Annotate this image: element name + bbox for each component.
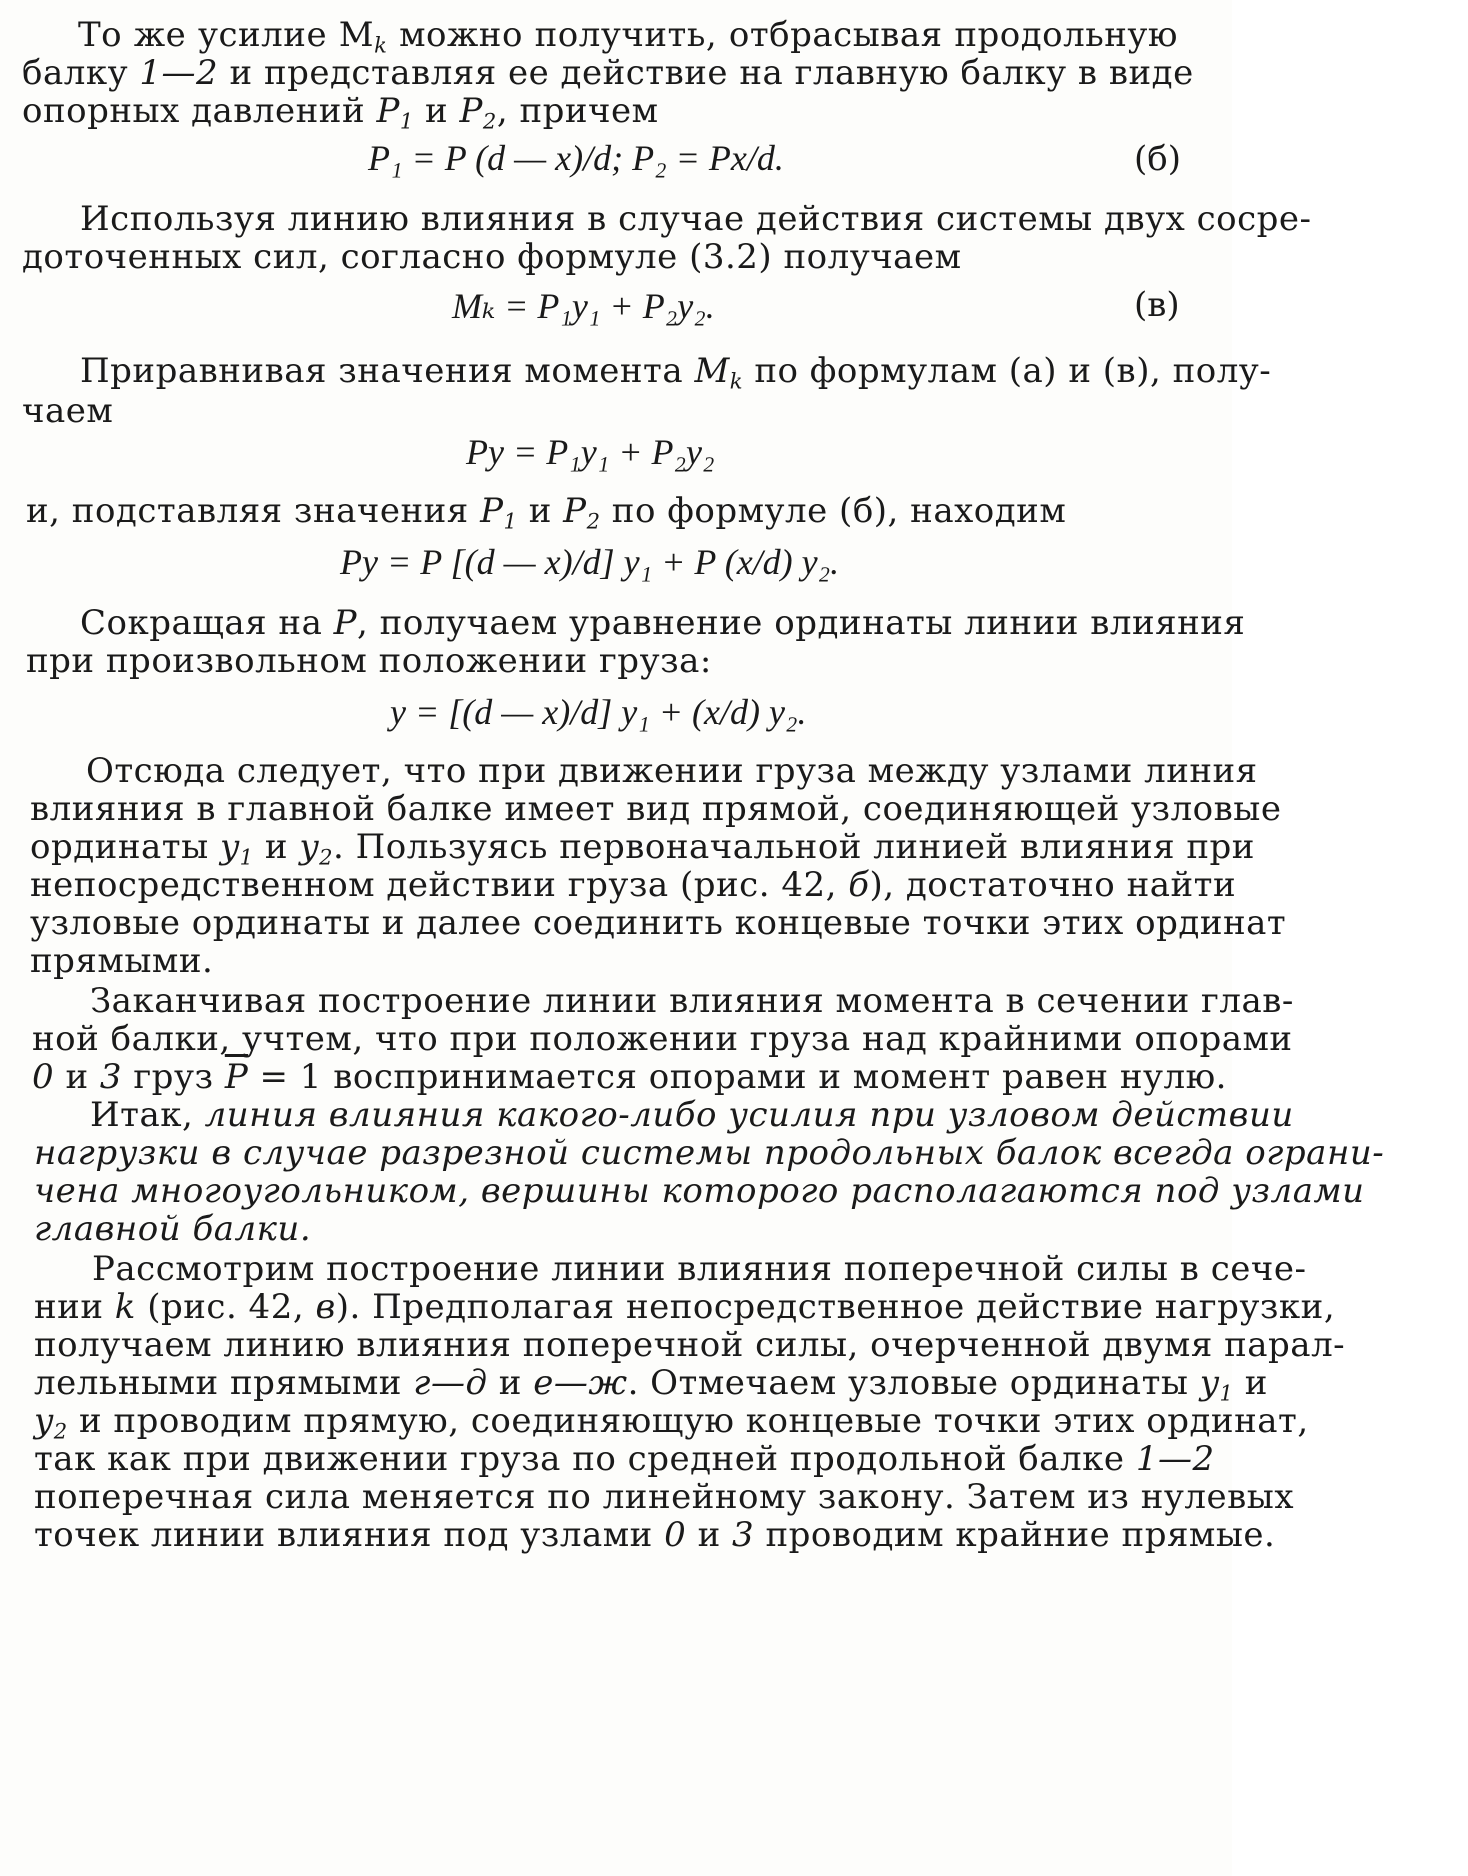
equation-py-1: Py = P₁y₁ + P₂y₂	[466, 432, 715, 472]
equation-y: y = [(d — x)/d] y₁ + (x/d) y₂.	[390, 692, 807, 732]
paragraph-9-line-1: Рассмотрим построение линии влияния поперечной силы в сече-	[92, 1249, 1307, 1289]
paragraph-1-line-3: опорных давлений $P_1$ и $P_2$, причем	[22, 91, 659, 134]
paragraph-9-line-6: так как при движении груза по средней продольной балке 1—2	[34, 1439, 1215, 1479]
paragraph-6-line-2: влияния в главной балке имеет вид прямой, соединяющей узловые	[30, 789, 1282, 829]
paragraph-8-line-2: нагрузки в случае разрезной системы продольных балок всегда ограни-	[34, 1133, 1385, 1173]
paragraph-7-line-1: Заканчивая построение линии влияния момента в сечении глав-	[90, 981, 1294, 1021]
paragraph-9-line-5: $y_2$ и проводим прямую, соединяющую концевые точки этих ординат,	[34, 1401, 1309, 1444]
paragraph-6-line-4: непосредственном действии груза (рис. 42, б), достаточно найти	[30, 865, 1237, 905]
paragraph-7-line-2: ной балки, учтем, что при положении груза над крайними опорами	[32, 1019, 1293, 1059]
paragraph-1-line-2: балку 1—2 и представляя ее действие на главную балку в виде	[22, 53, 1194, 93]
paragraph-4-line-1: и, подставляя значения $P_1$ и $P_2$ по формуле (б), находим	[26, 491, 1067, 534]
equation-v: Mₖ = P₁y₁ + P₂y₂.	[452, 286, 715, 326]
paragraph-8-line-3: чена многоугольником, вершины которого располагаются под узлами	[34, 1171, 1365, 1211]
paragraph-1-line-1: То же усилие $M_k$ можно получить, отбрасывая продольную	[78, 15, 1179, 58]
paragraph-3-line-2: чаем	[22, 391, 114, 431]
paragraph-3-line-1: Приравнивая значения момента $M_k$ по формулам (а) и (в), полу-	[80, 351, 1272, 394]
paragraph-2-line-1: Используя линию влияния в случае действия системы двух сосре-	[80, 199, 1312, 239]
paragraph-5-line-1: Сокращая на P, получаем уравнение ординаты линии влияния	[80, 603, 1246, 643]
paragraph-9-line-2: нии k (рис. 42, в). Предполагая непосредственное действие нагрузки,	[34, 1287, 1336, 1327]
paragraph-9-line-4: лельными прямыми г—д и е—ж. Отмечаем узловые ординаты $y_1$ и	[34, 1363, 1268, 1406]
paragraph-9-line-7: поперечная сила меняется по линейному закону. Затем из нулевых	[34, 1477, 1295, 1517]
paragraph-6-line-5: узловые ординаты и далее соединить концевые точки этих ординат	[30, 903, 1287, 943]
paragraph-6-line-6: прямыми.	[30, 941, 214, 981]
paragraph-9-line-8: точек линии влияния под узлами 0 и 3 проводим крайние прямые.	[34, 1515, 1276, 1555]
equation-v-label: (в)	[1134, 285, 1180, 325]
paragraph-8-line-4: главной балки.	[34, 1209, 312, 1249]
paragraph-6-line-3: ординаты $y_1$ и $y_2$. Пользуясь первоначальной линией влияния при	[30, 827, 1255, 870]
paragraph-8-line-1: Итак, линия влияния какого-либо усилия при узловом действии	[90, 1095, 1294, 1135]
paragraph-9-line-3: получаем линию влияния поперечной силы, очерченной двумя парал-	[34, 1325, 1346, 1365]
equation-b-label: (б)	[1134, 139, 1181, 179]
equation-b: P₁ = P (d — x)/d; P₂ = Px/d.	[368, 138, 784, 178]
paragraph-7-line-3: 0 и 3 груз $\overline{P} = 1$ воспринимается опорами и момент равен нулю.	[32, 1057, 1227, 1097]
paragraph-5-line-2: при произвольном положении груза:	[26, 641, 712, 681]
paragraph-6-line-1: Отсюда следует, что при движении груза между узлами линия	[86, 751, 1258, 791]
equation-py-2: Py = P [(d — x)/d] y₁ + P (x/d) y₂.	[340, 542, 840, 582]
paragraph-2-line-2: доточенных сил, согласно формуле (3.2) получаем	[22, 237, 962, 277]
